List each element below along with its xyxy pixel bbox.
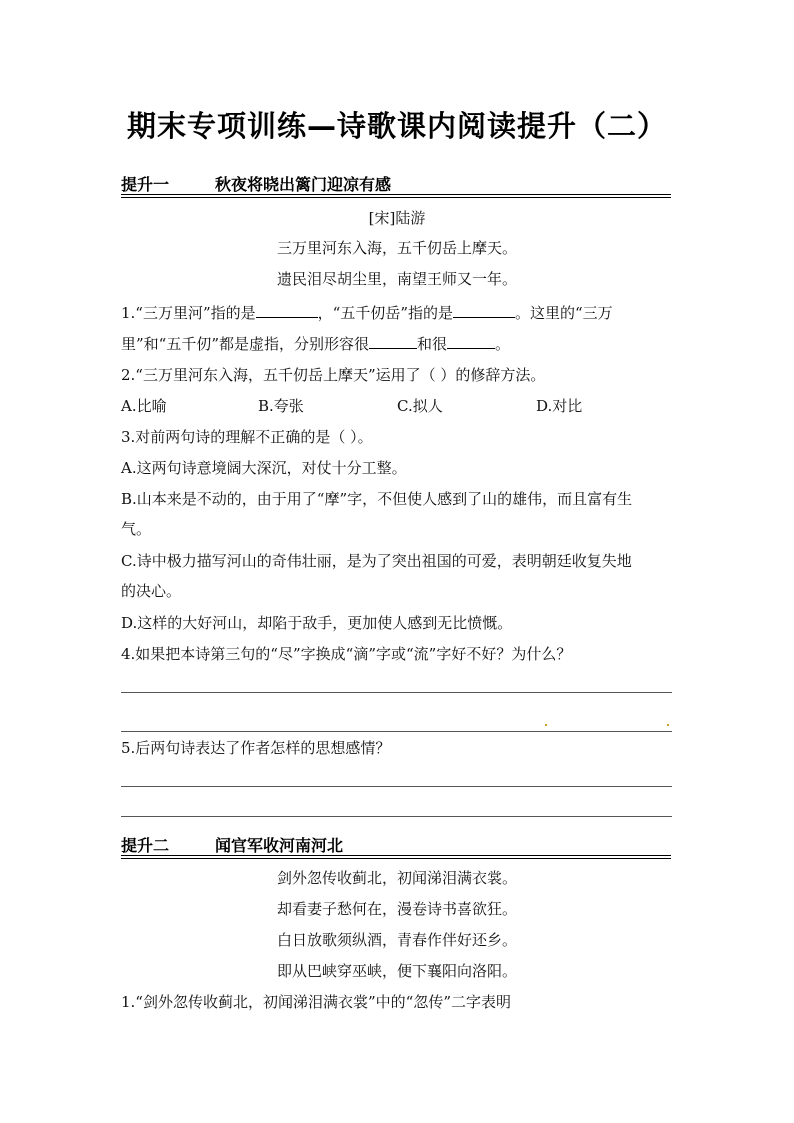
question-3-option-c-line-2: 的决心。: [121, 582, 182, 600]
section-2-header: [121, 833, 671, 856]
mark-dot: [545, 724, 547, 726]
answer-blank-2[interactable]: [453, 303, 515, 318]
poem-author: [宋]陆游: [368, 209, 426, 227]
answer-line-q5-1[interactable]: [121, 786, 672, 787]
question-1-line-1: 1.“三万里河”指的是 ，“五千仞岳”指的是 。这里的“三万: [121, 304, 613, 322]
question-3-option-b-line-2: 气。: [121, 520, 152, 538]
poem-line-2: 遗民泪尽胡尘里，南望王师又一年。: [276, 270, 517, 288]
question-4: 4.如果把本诗第三句的“尽”字换成“滴”字或“流”字好不好？为什么？: [121, 645, 572, 663]
option-b[interactable]: B.夸张: [258, 397, 304, 415]
section-1-header: [121, 172, 671, 195]
question-5: 5.后两句诗表达了作者怎样的思想感情？: [121, 739, 391, 757]
section-2-poem-title: 闻官军收河南河北: [215, 836, 344, 855]
section-2-question-1: 1.“剑外忽传收蓟北，初闻涕泪满衣裳”中的“忽传”二字表明: [121, 993, 511, 1011]
option-d[interactable]: D.对比: [536, 397, 583, 415]
question-2: 2.“三万里河东入海，五千仞岳上摩天”运用了（ ）的修辞方法。: [121, 366, 546, 384]
answer-blank-3[interactable]: [369, 334, 417, 349]
poem2-line-3: 白日放歌须纵酒，青春作伴好还乡。: [276, 931, 517, 949]
section-2-tag: 提升二: [121, 836, 170, 855]
question-3-option-a: A.这两句诗意境阔大深沉，对仗十分工整。: [121, 459, 407, 477]
question-3-option-d: D.这样的大好河山，却陷于敌手，更加使人感到无比愤慨。: [121, 614, 513, 632]
section-1-poem-title: 秋夜将晓出篱门迎凉有感: [215, 175, 392, 194]
question-2-options: [121, 397, 681, 415]
poem2-line-1: 剑外忽传收蓟北，初闻涕泪满衣裳。: [276, 869, 517, 887]
answer-line-q4-1[interactable]: [121, 692, 672, 693]
question-1-line-2: 里”和“五千仞”都是虚指，分别形容很 和很 。: [121, 335, 511, 353]
option-c[interactable]: C.拟人: [397, 397, 443, 415]
answer-blank-1[interactable]: [256, 303, 318, 318]
mark-dot: [667, 724, 669, 726]
answer-line-q5-2[interactable]: [121, 816, 672, 817]
question-3-option-c-line-1: C.诗中极力描写河山的奇伟壮丽，是为了突出祖国的可爱，表明朝廷收复失地: [121, 552, 632, 570]
poem2-line-2: 却看妻子愁何在，漫卷诗书喜欲狂。: [276, 900, 517, 918]
poem2-line-4: 即从巴峡穿巫峡，便下襄阳向洛阳。: [276, 962, 517, 980]
option-a[interactable]: A.比喻: [121, 397, 167, 415]
section-1-tag: 提升一: [121, 175, 170, 194]
question-3-option-b-line-1: B.山本来是不动的，由于用了“摩”字，不但使人感到了山的雄伟，而且富有生: [121, 490, 633, 508]
question-3: 3.对前两句诗的理解不正确的是（ ）。: [121, 428, 373, 446]
poem-line-1: 三万里河东入海，五千仞岳上摩天。: [276, 239, 517, 257]
page-title: 期末专项训练—诗歌课内阅读提升（二）: [126, 109, 667, 143]
answer-line-q4-2[interactable]: [121, 731, 672, 732]
answer-blank-4[interactable]: [447, 334, 495, 349]
